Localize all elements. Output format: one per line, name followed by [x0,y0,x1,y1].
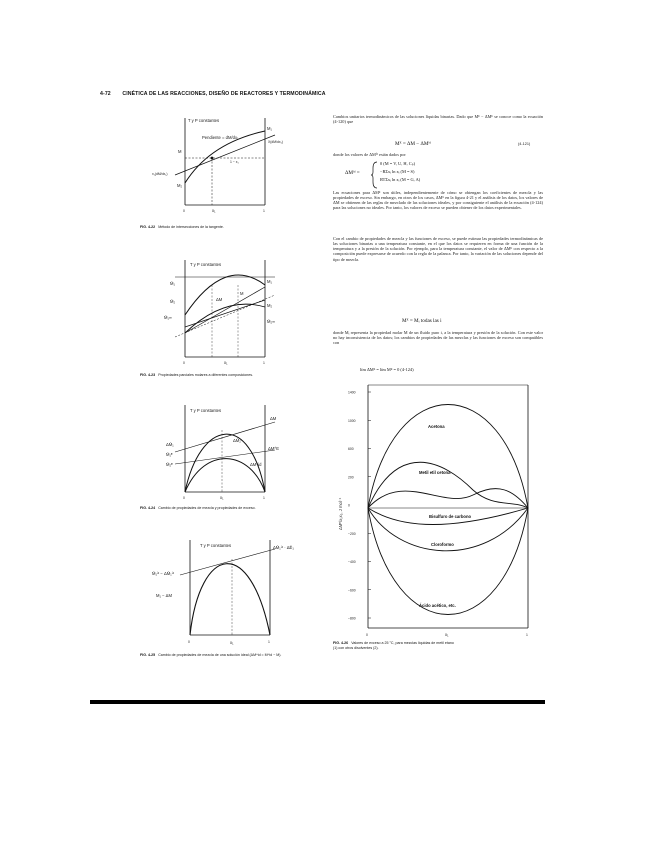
paragraph-2 [333,236,543,262]
fig26-caption-line1: Valores de exceso a 25 °C, para mezclas líquidas de metil etano [351,641,454,645]
equation-2-line-1: 0 (M = V, U, H, Cₚ) [380,161,416,166]
fig25-tp: T y P constantes [200,543,232,548]
fig26-y-tick-label: −200 [348,531,356,536]
fig26-ylabel: ΔMᴱ/x₁x₂, J mol⁻¹ [338,497,343,530]
brace-icon [370,161,378,189]
fig22-caption [140,225,224,230]
fig22-x1: x₁ [212,208,216,213]
eq1-after [333,152,543,157]
paragraph-3 [333,330,543,345]
fig24-label: FIG. 4-24 [140,506,156,510]
fig25-label: FIG. 4-25 [140,653,156,657]
fig22-x1tick: 1 [263,209,265,213]
fig26-y-tick-label: 1000 [348,418,356,423]
fig25-caption [140,653,281,658]
figure-4-22 [150,113,290,213]
fig24-x1: x₁ [220,495,224,500]
page-number: 4-72 [100,91,111,97]
fig24-caption-text: Cambio de propiedades de mezcla y propiedades de exceso. [158,506,256,510]
fig24-dm2: ΔM̄₂ [233,438,241,443]
figure-4-23 [150,255,295,367]
fig22-m2: M₂ [177,183,183,188]
fig25-x1tick: 1 [268,640,270,644]
intro-paragraph [333,114,543,124]
equation-4: lím ΔMᴱ = lím Mᴱ = 0 (4-124) [360,367,414,372]
fig25-right: ΔM̄₁ⁱᵈ · ΔĒ₁ [273,545,294,550]
fig23-m2inf: M̄₂∞ [267,319,276,324]
fig23-dm: ΔM [216,297,223,302]
fig23-m2: M₂ [267,303,273,308]
fig22-xm: X(dM/dx₁) [268,140,283,144]
fig24-dm1: ΔM̄₁ [166,442,174,447]
fig26-label-acido: Ácido acético, etc. [419,603,456,608]
fig25-caption-text: Cambio de propiedades de mezcla de una solución ideal (ΔM^id = M^id − M). [158,653,282,657]
fig23-m1bar: M̄₁ [170,281,175,286]
fig23-caption-text: Propiedades parciales molares a diferentes composiciones. [158,373,254,377]
equation-2-head: ΔMⁱᵈ = [345,170,360,176]
fig26-y-tick-label: −400 [348,560,356,564]
fig25-x0: 0 [188,640,190,644]
intro-text: Cambios unitarios termodinámicos de las soluciones líquidas binarias. Dado que Mᴱ − ΔMᴱ se conoce como la ecuación (4-120) que [333,114,543,125]
fig26-y-tick-label: 0 [348,503,350,508]
fig23-m2bar: M̄₂ [170,299,176,304]
fig23-x1: x₁ [224,360,228,365]
fig23-curve-top [185,275,265,315]
fig23-curve-mid [185,304,265,333]
fig26-label-bisulfuro: Bisulfuro de carbono [429,514,472,519]
fig26-y-tick-label: −800 [348,616,356,621]
fig22-tangent-point [211,157,214,160]
fig24-x1tick: 1 [263,496,265,500]
fig22-x0: 0 [183,209,185,213]
eq1-after-text: donde los valores de ΔMⁱᵈ están dados por [333,152,406,157]
running-title: CINÉTICA DE LAS REACCIONES, DISEÑO DE REACTORES Y TERMODINÁMICA [122,91,326,97]
equation-2-line-2: −RΣxᵢ ln xᵢ (M = S) [380,169,415,174]
fig26-label-top: Acetona [428,424,445,429]
fig23-label: FIG. 4-23 [140,373,156,377]
fig26-x1: 1 [526,633,528,637]
fig26-x0: 0 [366,633,368,637]
fig23-m1: M₁ [267,279,272,284]
fig23-line-1 [185,287,265,333]
fig25-x1: x₁ [230,640,234,645]
equation-2-line-3: RTΣxᵢ ln xᵢ (M = G, A) [380,177,421,182]
fig23-tangent-low [175,295,275,337]
fig26-label-cloroformo: Cloroformo [431,542,454,547]
fig24-tangent-1 [175,422,275,452]
fig26-y-tick-label: −600 [348,588,356,593]
fig25-curve [190,564,270,635]
fig23-tp: T y P constantes [190,262,222,267]
paragraph-1 [333,190,543,211]
fig25-tangent [180,549,275,575]
fig24-m1: M̄₁ᴱ [166,452,173,457]
fig26-caption [333,641,454,650]
fig24-dmE: ΔM^E [268,446,280,451]
fig26-y-ticks [348,391,371,621]
fig26-curve-mid [368,489,528,508]
fig25-left: M̄₁ⁱᵈ − ΔM̄₁ⁱᵈ [152,571,175,576]
fig26-xlabel: x₁ [445,632,449,637]
fig23-m1inf: M̄₁∞ [164,315,172,320]
figure-4-25 [150,535,300,647]
fig22-mixed: x₁(dM/dx₁) [152,172,168,176]
fig22-label: FIG. 4-22 [140,225,156,229]
fig24-caption [140,506,256,511]
fig24-dmid: ΔM^id [250,462,262,467]
fig26-label: FIG. 4-26 [333,641,349,645]
fig22-caption-text: Método de intersecciones de la tangente. [158,225,224,229]
fig25-left2: M₁ − ΔM [156,593,172,598]
fig26-y-tick-label: 600 [348,447,354,451]
fig22-tp: T y P constantes [188,118,220,123]
fig24-dm: ΔM [270,416,277,421]
figure-4-24 [150,400,295,500]
paragraph-3-text: donde Mᵢ representa la propiedad molar M de un fluido puro i, a la temperatura y presión de la solución. Con este valor no hay inconsistencia de los datos; los cambios de propiedades de las mezclas y las funciones de exceso son compatibles con [333,330,543,346]
fig22-m1: M₁ [267,126,272,131]
equation-1-number: (4-121) [518,142,531,146]
equation-1: Mᴱ = ΔM − ΔMⁱᵈ [395,141,432,147]
fig22-onemx: 1 − x₁ [230,160,239,164]
fig23-x1tick: 1 [263,361,265,365]
paragraph-1-text: Las ecuaciones para ΔMᴱ son útiles, independientemente de cómo se obtengan los coeficientes de mezcla y las propiedades de exceso. Sin embargo, en otros de los casos, ΔMᴱ en la figura 4-21 y el análisis de los datos, los valores de ΔM se obtienen de las reglas de mezclado de las soluciones ideales, y por consiguiente el análisis de la ecuación (4-124) para las soluciones no ideales. Por tanto, los valores de exceso se pueden obtener de los datos experimentales. [333,190,543,211]
fig22-tangent [175,135,275,175]
fig26-label-metil: Metil etil cetona [419,470,451,475]
fig24-m2: M̄₂ᴱ [166,462,173,467]
fig23-caption [140,373,253,378]
paragraph-2-text: Con el cambio de propiedades de mezcla y las funciones de exceso, se puede estimar las propiedades termodinámicas de las soluciones binarias a una temperatura constante, en el que los datos se requieren en forma de una función de la temperatura y a la presión de la solución. Por ejemplo, para la temperatura constante, el valor de ΔMᴱ con respecto a la composición puede expresarse de acuerdo con la regla de la palanca. Por tanto, la variación de las soluciones depende del tipo de mezcla. [333,236,543,262]
footer-rule [90,700,545,704]
fig26-y-tick-label: 200 [348,475,354,480]
fig22-m: M [178,149,182,154]
equation-3: Mᴱ = Mᵢ todas las i [402,318,442,324]
fig26-y-tick-label: 1400 [348,390,356,395]
fig23-x0: 0 [183,361,185,365]
fig24-x0: 0 [183,496,185,500]
fig26-caption-line2: (1) con otros disolventes (2). [333,645,379,650]
figure-4-26 [333,380,545,638]
fig23-mid: M [240,291,244,296]
fig22-pendiente: Pendiente = dM/dx₁ [202,135,239,140]
fig24-tp: T y P constantes [190,408,222,413]
running-header [100,91,540,97]
